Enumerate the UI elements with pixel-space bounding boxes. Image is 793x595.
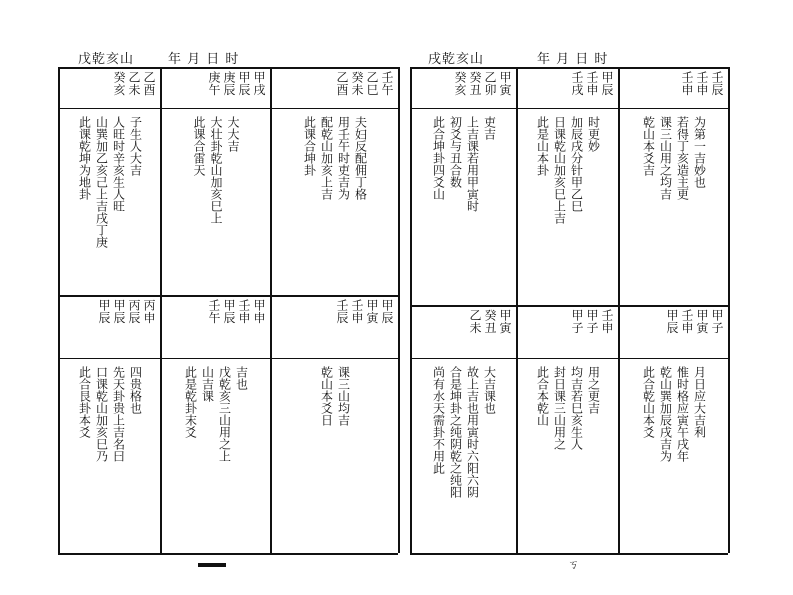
panel-text-column: 用壬午时吏吉为 xyxy=(336,116,351,200)
panel-text-column: 此是乾卦末爻 xyxy=(183,366,198,438)
page-header-date: 年 月 日 时 xyxy=(168,52,240,67)
pillar-label: 壬辰 xyxy=(710,71,724,96)
panel-text-column: 乾山巽加辰戌吉为 xyxy=(658,366,673,462)
pillar-label: 乙酉 xyxy=(335,71,349,96)
pillar-label: 乙未 xyxy=(127,71,141,96)
page-mark-glyph: ㄎ xyxy=(568,558,579,571)
pillar-label: 甲子 xyxy=(710,309,724,334)
pillar-label: 甲戌 xyxy=(252,71,266,96)
pillar-label: 甲辰 xyxy=(112,299,126,324)
panel-text-column: 吏吉 xyxy=(482,116,497,140)
panel-text-column: 此课合坤卦 xyxy=(302,116,317,176)
vertical-rule xyxy=(410,67,412,553)
panel-text-column: 四贵格也 xyxy=(128,366,143,414)
vertical-rule xyxy=(270,67,272,553)
panel-text-column: 课三山均吉 xyxy=(336,366,351,426)
panel-text-column: 人旺时辛亥生人旺 xyxy=(111,116,126,212)
pillar-label: 甲寅 xyxy=(365,299,379,324)
panel-text-column: 山吉课 xyxy=(200,366,215,402)
panel-text-column: 时更妙 xyxy=(586,116,601,152)
panel-text-column: 夫妇反配佣丁格 xyxy=(353,116,368,200)
horizontal-rule xyxy=(58,295,398,297)
panel-text-column: 加辰戌分针甲乙巳 xyxy=(569,116,584,212)
pillar-label: 甲寅 xyxy=(498,309,512,334)
panel-text-column: 乾山本爻吉 xyxy=(641,116,656,176)
panel-text-column: 大大吉 xyxy=(226,116,240,152)
pillar-label: 乙未 xyxy=(468,309,482,334)
pillar-label: 甲辰 xyxy=(665,309,679,334)
panel-text-column: 先天卦贵上吉名曰 xyxy=(111,366,126,462)
panel-text-column: 初爻与丑合数 xyxy=(448,116,463,188)
pillar-label: 丙辰 xyxy=(127,299,141,324)
vertical-rule xyxy=(58,67,60,553)
panel-text-column: 课三山用之均吉 xyxy=(658,116,673,200)
horizontal-rule xyxy=(58,108,398,109)
horizontal-rule xyxy=(410,108,728,109)
pillar-label: 庚辰 xyxy=(222,71,236,96)
panel-text-column: 日课乾山加亥巳上吉 xyxy=(552,116,567,224)
horizontal-rule xyxy=(58,358,398,359)
panel-text-column: 此合坤卦四爻山 xyxy=(431,116,446,200)
panel-text-column: 若得丁亥造主更 xyxy=(675,116,690,200)
horizontal-rule xyxy=(410,305,728,307)
vertical-rule xyxy=(398,67,400,553)
panel-text-column: 此合乾山本爻 xyxy=(641,366,656,438)
pillar-label: 癸丑 xyxy=(468,71,482,96)
panel-text-column: 吉也 xyxy=(234,366,249,390)
panel-text-column: 封日课三山用之 xyxy=(552,366,567,450)
page-header-date: 年 月 日 时 xyxy=(537,52,609,67)
panel-text-column: 此是山本卦 xyxy=(535,116,550,176)
pillar-label: 甲寅 xyxy=(498,71,512,96)
pillar-label: 甲寅 xyxy=(695,309,709,334)
pillar-label: 乙酉 xyxy=(142,71,156,96)
panel-text-column: 乾山本爻日 xyxy=(319,366,334,426)
page-header-ganzhi: 戊乾亥山 xyxy=(78,52,135,67)
page-mark xyxy=(198,563,226,567)
pillar-label: 壬戌 xyxy=(570,71,584,96)
pillar-label: 壬申 xyxy=(350,299,364,324)
panel-text-column: 故上吉也用寅时六阳六阴 xyxy=(465,366,480,498)
pillar-label: 乙巳 xyxy=(365,71,379,96)
panel-text-column: 月日应大吉利 xyxy=(692,366,707,438)
pillar-label: 壬申 xyxy=(600,309,614,334)
panel-text-column: 合是坤卦之纯阴乾之纯阳 xyxy=(448,366,463,498)
panel-text-column: 用之更吉 xyxy=(586,366,601,414)
panel-text-column: 此课合雷天 xyxy=(192,116,206,176)
pillar-label: 甲辰 xyxy=(97,299,111,324)
horizontal-rule xyxy=(410,67,728,69)
panel-text-column: 配乾山加亥上吉 xyxy=(319,116,334,200)
pillar-label: 壬申 xyxy=(237,299,251,324)
pillar-label: 甲辰 xyxy=(380,299,394,324)
pillar-label: 壬午 xyxy=(207,299,221,324)
panel-text-column: 此合艮卦本爻 xyxy=(77,366,92,438)
panel-text-column: 子生人大吉 xyxy=(128,116,143,176)
page-header-ganzhi: 戌乾亥山 xyxy=(428,52,485,67)
pillar-label: 甲辰 xyxy=(600,71,614,96)
panel-text-column: 为第一吉妙也 xyxy=(692,116,707,188)
panel-text-column: 惟时格应寅午戌年 xyxy=(675,366,690,462)
panel-text-column: 上吉课若用甲寅时 xyxy=(465,116,480,212)
pillar-label: 癸亥 xyxy=(112,71,126,96)
pillar-label: 甲子 xyxy=(570,309,584,334)
pillar-label: 甲申 xyxy=(252,299,266,324)
vertical-rule xyxy=(160,67,162,553)
horizontal-rule xyxy=(410,553,728,555)
vertical-rule xyxy=(618,67,620,553)
pillar-label: 癸未 xyxy=(350,71,364,96)
pillar-label: 丙申 xyxy=(142,299,156,324)
horizontal-rule xyxy=(410,358,728,359)
pillar-label: 癸亥 xyxy=(453,71,467,96)
panel-text-column: 此课乾坤为地卦 xyxy=(77,116,92,200)
horizontal-rule xyxy=(58,553,398,555)
pillar-label: 壬辰 xyxy=(335,299,349,324)
pillar-label: 壬申 xyxy=(695,71,709,96)
panel-text-column: 均吉若巳亥生人 xyxy=(569,366,584,450)
vertical-rule xyxy=(728,67,730,553)
panel-text-column: 尚有水天需卦不用此 xyxy=(431,366,446,474)
panel-text-column: 口课乾山加亥巳乃 xyxy=(94,366,109,462)
pillar-label: 壬申 xyxy=(585,71,599,96)
panel-text-column: 大壮卦乾山加亥巳上 xyxy=(209,116,223,224)
horizontal-rule xyxy=(58,67,398,69)
pillar-label: 壬申 xyxy=(680,71,694,96)
pillar-label: 乙卯 xyxy=(483,71,497,96)
pillar-label: 甲子 xyxy=(585,309,599,334)
pillar-label: 壬午 xyxy=(380,71,394,96)
pillar-label: 甲辰 xyxy=(222,299,236,324)
pillar-label: 壬申 xyxy=(680,309,694,334)
vertical-rule xyxy=(516,67,518,553)
panel-text-column: 此合本乾山 xyxy=(535,366,550,426)
pillar-label: 甲辰 xyxy=(237,71,251,96)
pillar-label: 癸丑 xyxy=(483,309,497,334)
pillar-label: 庚午 xyxy=(207,71,221,96)
panel-text-column: 戊乾亥三山用之上 xyxy=(217,366,232,462)
panel-text-column: 山巽加乙亥己上吉戌丁庚 xyxy=(94,116,109,248)
panel-text-column: 大吉课也 xyxy=(482,366,497,414)
